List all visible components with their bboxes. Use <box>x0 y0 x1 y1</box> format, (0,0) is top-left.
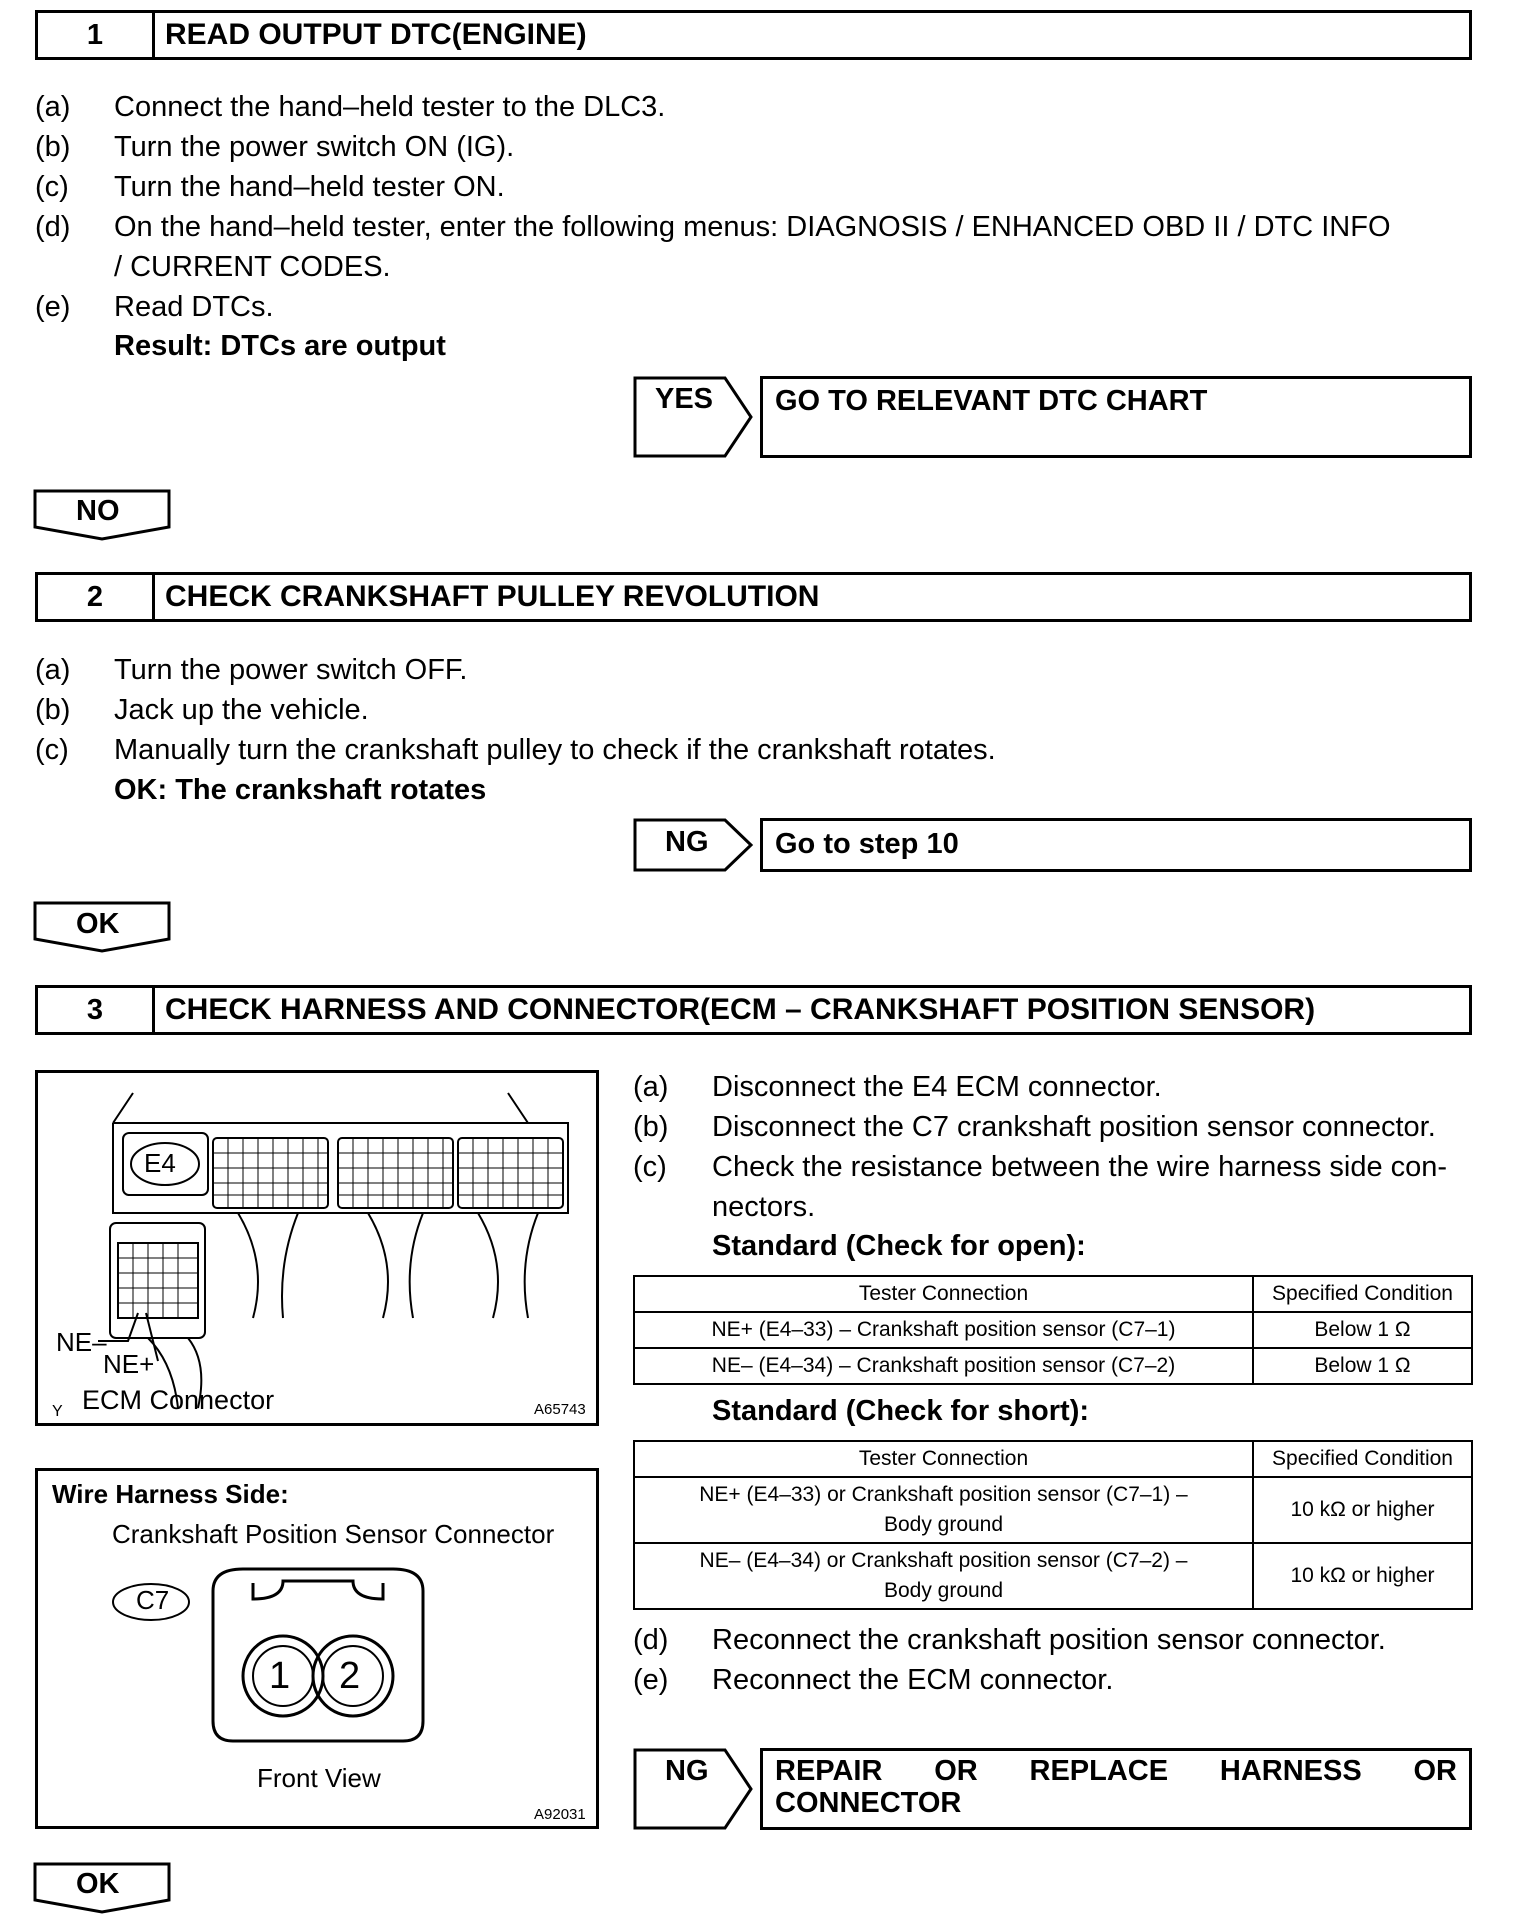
ng3-action-line2: CONNECTOR <box>775 1787 962 1819</box>
ng-action-text: Go to step 10 <box>775 828 959 860</box>
table-cell <box>634 1477 1253 1543</box>
item-text: Jack up the vehicle. <box>114 694 369 726</box>
yes-label: YES <box>655 383 714 415</box>
table-row <box>634 1312 1472 1348</box>
table-header: Specified Condition <box>1253 1441 1472 1477</box>
ng-label: NG <box>665 826 709 858</box>
table-cell: Below 1 Ω <box>1253 1312 1472 1348</box>
item-label: (b) <box>633 1111 669 1143</box>
ng3-word: REPLACE <box>1029 1755 1169 1787</box>
no-label: NO <box>76 495 120 527</box>
standard-open-heading: Standard (Check for open): <box>712 1230 1086 1262</box>
table-header: Tester Connection <box>634 1441 1253 1477</box>
open-check-table <box>633 1275 1473 1385</box>
ng-action-box <box>760 818 1472 872</box>
ecm-connector-figure <box>35 1070 599 1426</box>
wire-harness-heading: Wire Harness Side: <box>52 1479 289 1509</box>
item-label: (a) <box>35 654 71 686</box>
pin-1-label: 1 <box>269 1655 291 1697</box>
table-cell: NE– (E4–34) – Crankshaft position sensor (C7–2) <box>634 1348 1253 1384</box>
yes-action-box <box>760 376 1472 458</box>
item-label: (e) <box>633 1664 669 1696</box>
table-cell-line: NE+ (E4–33) or Crankshaft position sensor (C7–1) – <box>699 1483 1188 1506</box>
ng3-word: OR <box>934 1755 978 1787</box>
c7-connector-id: C7 <box>136 1585 170 1615</box>
table-cell <box>634 1543 1253 1609</box>
step1-number: 1 <box>38 13 155 57</box>
item-label: (d) <box>35 211 71 243</box>
item-text: / CURRENT CODES. <box>114 251 391 283</box>
ng3-label: NG <box>665 1755 709 1787</box>
step1-title: READ OUTPUT DTC(ENGINE) <box>165 18 587 51</box>
ng3-word: HARNESS <box>1219 1755 1362 1787</box>
ecm-connector-caption: ECM Connector <box>82 1385 275 1415</box>
table-header: Specified Condition <box>1253 1276 1472 1312</box>
item-label: (c) <box>35 171 69 203</box>
table-cell: Below 1 Ω <box>1253 1348 1472 1384</box>
item-text: Disconnect the C7 crankshaft position sensor connector. <box>712 1111 1436 1143</box>
item-text: Reconnect the crankshaft position sensor connector. <box>712 1624 1386 1656</box>
table-row <box>634 1477 1472 1543</box>
item-text: Check the resistance between the wire harness side con- <box>712 1151 1448 1183</box>
item-label: (a) <box>633 1071 669 1103</box>
table-cell: NE+ (E4–33) – Crankshaft position sensor (C7–1) <box>634 1312 1253 1348</box>
item-label: (e) <box>35 291 71 323</box>
table-header-row <box>634 1441 1472 1477</box>
short-check-table <box>633 1440 1473 1610</box>
ok3-label: OK <box>76 1868 120 1900</box>
table-cell-line: Body ground <box>883 1513 1004 1536</box>
item-text: Turn the power switch OFF. <box>114 654 468 686</box>
step1-result: Result: DTCs are output <box>114 330 446 362</box>
table-header-row <box>634 1276 1472 1312</box>
item-label: (b) <box>35 131 71 163</box>
pin-2-label: 2 <box>339 1655 361 1697</box>
wire-harness-figure <box>35 1468 599 1829</box>
item-text: Turn the power switch ON (IG). <box>114 131 515 163</box>
item-text: Reconnect the ECM connector. <box>712 1664 1114 1696</box>
ng3-action-box <box>760 1748 1472 1830</box>
wire-harness-subheading: Crankshaft Position Sensor Connector <box>112 1519 555 1549</box>
item-text: Manually turn the crankshaft pulley to check if the crankshaft rotates. <box>114 734 996 766</box>
ne-minus-pin-label: NE– <box>56 1327 107 1357</box>
step2-header <box>35 572 1472 622</box>
table-cell: 10 kΩ or higher <box>1253 1543 1472 1609</box>
step1-header <box>35 10 1472 60</box>
figure1-code: A65743 <box>534 1401 586 1418</box>
item-text: Turn the hand–held tester ON. <box>114 171 505 203</box>
standard-short-heading: Standard (Check for short): <box>712 1395 1090 1427</box>
item-text: Connect the hand–held tester to the DLC3. <box>114 91 666 123</box>
ng3-word: REPAIR <box>775 1755 883 1787</box>
yes-action-text: GO TO RELEVANT DTC CHART <box>775 385 1208 417</box>
table-row <box>634 1348 1472 1384</box>
ne-plus-pin-label: NE+ <box>103 1349 155 1379</box>
step3-number: 3 <box>38 988 155 1032</box>
item-label: (b) <box>35 694 71 726</box>
step3-title: CHECK HARNESS AND CONNECTOR(ECM – CRANKSHAFT POSITION SENSOR) <box>165 993 1316 1026</box>
item-text: On the hand–held tester, enter the following menus: DIAGNOSIS / ENHANCED OBD II / DTC INFO <box>114 211 1391 243</box>
step3-header <box>35 985 1472 1035</box>
table-row <box>634 1543 1472 1609</box>
step2-title: CHECK CRANKSHAFT PULLEY REVOLUTION <box>165 580 820 613</box>
ng3-word: OR <box>1413 1755 1457 1787</box>
table-cell: 10 kΩ or higher <box>1253 1477 1472 1543</box>
front-view-caption: Front View <box>257 1763 381 1793</box>
figure-corner-mark: Y <box>52 1403 63 1420</box>
item-label: (d) <box>633 1624 669 1656</box>
e4-connector-id: E4 <box>144 1148 176 1178</box>
figure2-code: A92031 <box>534 1806 586 1823</box>
ng3-action-line1 <box>775 1755 1457 1787</box>
table-cell-line: NE– (E4–34) or Crankshaft position sensor (C7–2) – <box>699 1549 1188 1572</box>
item-text: nectors. <box>712 1191 816 1223</box>
item-text: Disconnect the E4 ECM connector. <box>712 1071 1162 1103</box>
item-label: (a) <box>35 91 71 123</box>
item-label: (c) <box>633 1151 667 1183</box>
table-header: Tester Connection <box>634 1276 1253 1312</box>
table-cell-line: Body ground <box>883 1579 1004 1602</box>
step2-result: OK: The crankshaft rotates <box>114 774 487 806</box>
step2-number: 2 <box>38 575 155 619</box>
item-text: Read DTCs. <box>114 291 274 323</box>
ok-label: OK <box>76 908 120 940</box>
item-label: (c) <box>35 734 69 766</box>
